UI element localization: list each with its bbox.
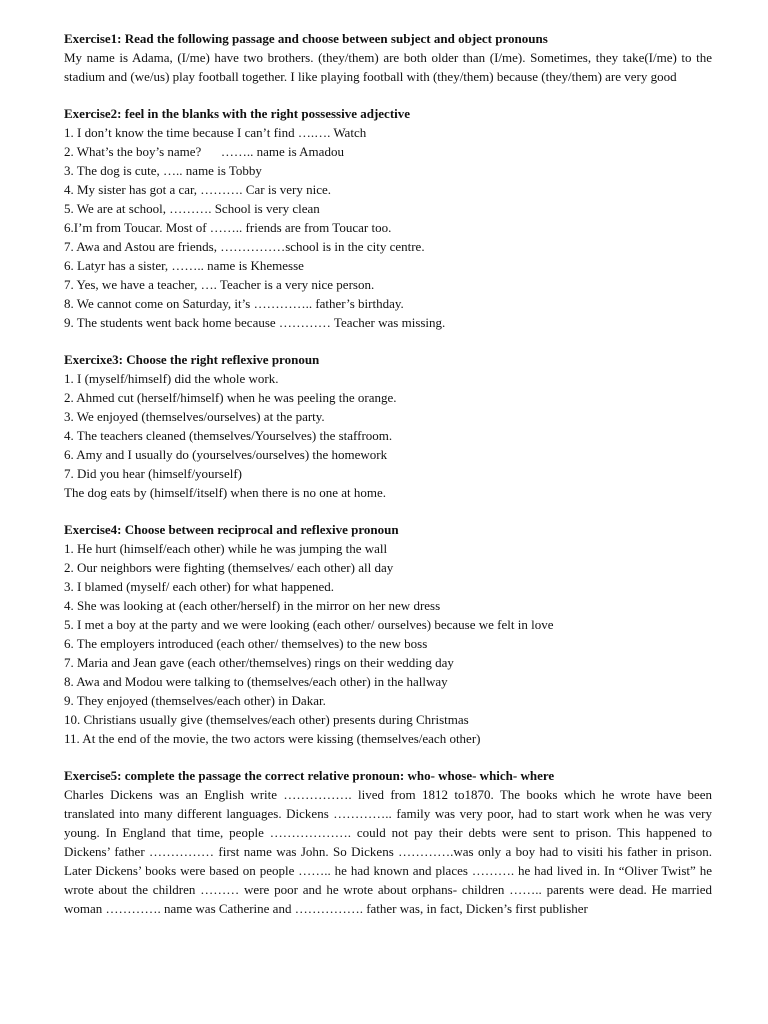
exercise-3-item: 7. Did you hear (himself/yourself) [64, 466, 242, 481]
exercise-2-item: 5. We are at school, ………. School is very clean [64, 201, 320, 216]
exercise-5 [64, 766, 712, 918]
exercise-4 [64, 520, 712, 748]
exercise-4-item: 8. Awa and Modou were talking to (themselves/each other) in the hallway [64, 674, 448, 689]
exercise-2-item: 4. My sister has got a car, ………. Car is very nice. [64, 182, 332, 197]
exercise-4-title: Exercise4: Choose between reciprocal and reflexive pronoun [64, 522, 399, 537]
exercise-3-item: 4. The teachers cleaned (themselves/Yourselves) the staffroom. [64, 428, 393, 443]
exercise-2-item: 3. The dog is cute, ….. name is Tobby [64, 163, 262, 178]
exercise-3 [64, 350, 712, 502]
exercise-2-item: 7. Yes, we have a teacher, …. Teacher is a very nice person. [64, 277, 375, 292]
exercise-2-item: 6.I’m from Toucar. Most of …….. friends are from Toucar too. [64, 220, 392, 235]
exercise-5-passage: Charles Dickens was an English write ……………. lived from 1812 to1870. The books which he wrote have been translated into many different languages. Dickens ………….. family was very poor, had to start work when he was very young. In England that time, people ………………. could not pay their debts were sent to prison. This happened to Dickens’ father …………… first name was John. So Dickens ………….was only a boy had to visiti his father in prison. Later Dickens’ books were based on people …….. he had known and places ………. he had lived in. In “Oliver Twist” he wrote about the children ……… were poor and he wrote about orphans- children …….. parents were dead. He married woman …………. name was Catherine and ……………. father was, in fact, Dicken’s first publisher [64, 787, 712, 916]
exercise-2-item: 8. We cannot come on Saturday, it’s ………….. father’s birthday. [64, 296, 404, 311]
exercise-1 [64, 29, 712, 86]
exercise-4-item: 9. They enjoyed (themselves/each other) in Dakar. [64, 693, 326, 708]
exercise-2-item: 9. The students went back home because ………… Teacher was missing. [64, 315, 446, 330]
exercise-4-item: 6. The employers introduced (each other/ themselves) to the new boss [64, 636, 428, 651]
exercise-4-item: 1. He hurt (himself/each other) while he was jumping the wall [64, 541, 388, 556]
exercise-2-item: 1. I don’t know the time because I can’t find ….…. Watch [64, 125, 367, 140]
exercise-4-item: 7. Maria and Jean gave (each other/themselves) rings on their wedding day [64, 655, 454, 670]
exercise-3-item: The dog eats by (himself/itself) when there is no one at home. [64, 485, 387, 500]
exercise-4-item: 5. I met a boy at the party and we were looking (each other/ ourselves) because we felt in love [64, 617, 554, 632]
exercise-3-title: Exercixe3: Choose the right reflexive pronoun [64, 352, 320, 367]
exercise-4-item: 11. At the end of the movie, the two actors were kissing (themselves/each other) [64, 731, 481, 746]
exercise-1-title: Exercise1: Read the following passage and choose between subject and object pronouns [64, 31, 548, 46]
exercise-4-item: 4. She was looking at (each other/herself) in the mirror on her new dress [64, 598, 441, 613]
exercise-1-passage: My name is Adama, (I/me) have two brothers. (they/them) are both older than (I/me). Sometimes, they take(I/me) to the stadium and (we/us) play football together. I like playing football with (they/them) because (they/them) are very good [64, 50, 712, 84]
exercise-3-item: 6. Amy and I usually do (yourselves/ourselves) the homework [64, 447, 388, 462]
exercise-3-item: 2. Ahmed cut (herself/himself) when he was peeling the orange. [64, 390, 397, 405]
exercise-2-item: 7. Awa and Astou are friends, ……………school is in the city centre. [64, 239, 425, 254]
exercise-4-item: 10. Christians usually give (themselves/each other) presents during Christmas [64, 712, 469, 727]
exercise-2-item: 2. What’s the boy’s name? …….. name is Amadou [64, 144, 344, 159]
exercise-2-title: Exercise2: feel in the blanks with the right possessive adjective [64, 106, 411, 121]
exercise-4-item: 3. I blamed (myself/ each other) for what happened. [64, 579, 335, 594]
exercise-5-title: Exercise5: complete the passage the correct relative pronoun: who- whose- which- where [64, 768, 555, 783]
exercise-2-item: 6. Latyr has a sister, …….. name is Khemesse [64, 258, 304, 273]
exercise-4-item: 2. Our neighbors were fighting (themselves/ each other) all day [64, 560, 394, 575]
exercise-3-item: 3. We enjoyed (themselves/ourselves) at the party. [64, 409, 325, 424]
exercise-2 [64, 104, 712, 332]
exercise-3-item: 1. I (myself/himself) did the whole work. [64, 371, 279, 386]
